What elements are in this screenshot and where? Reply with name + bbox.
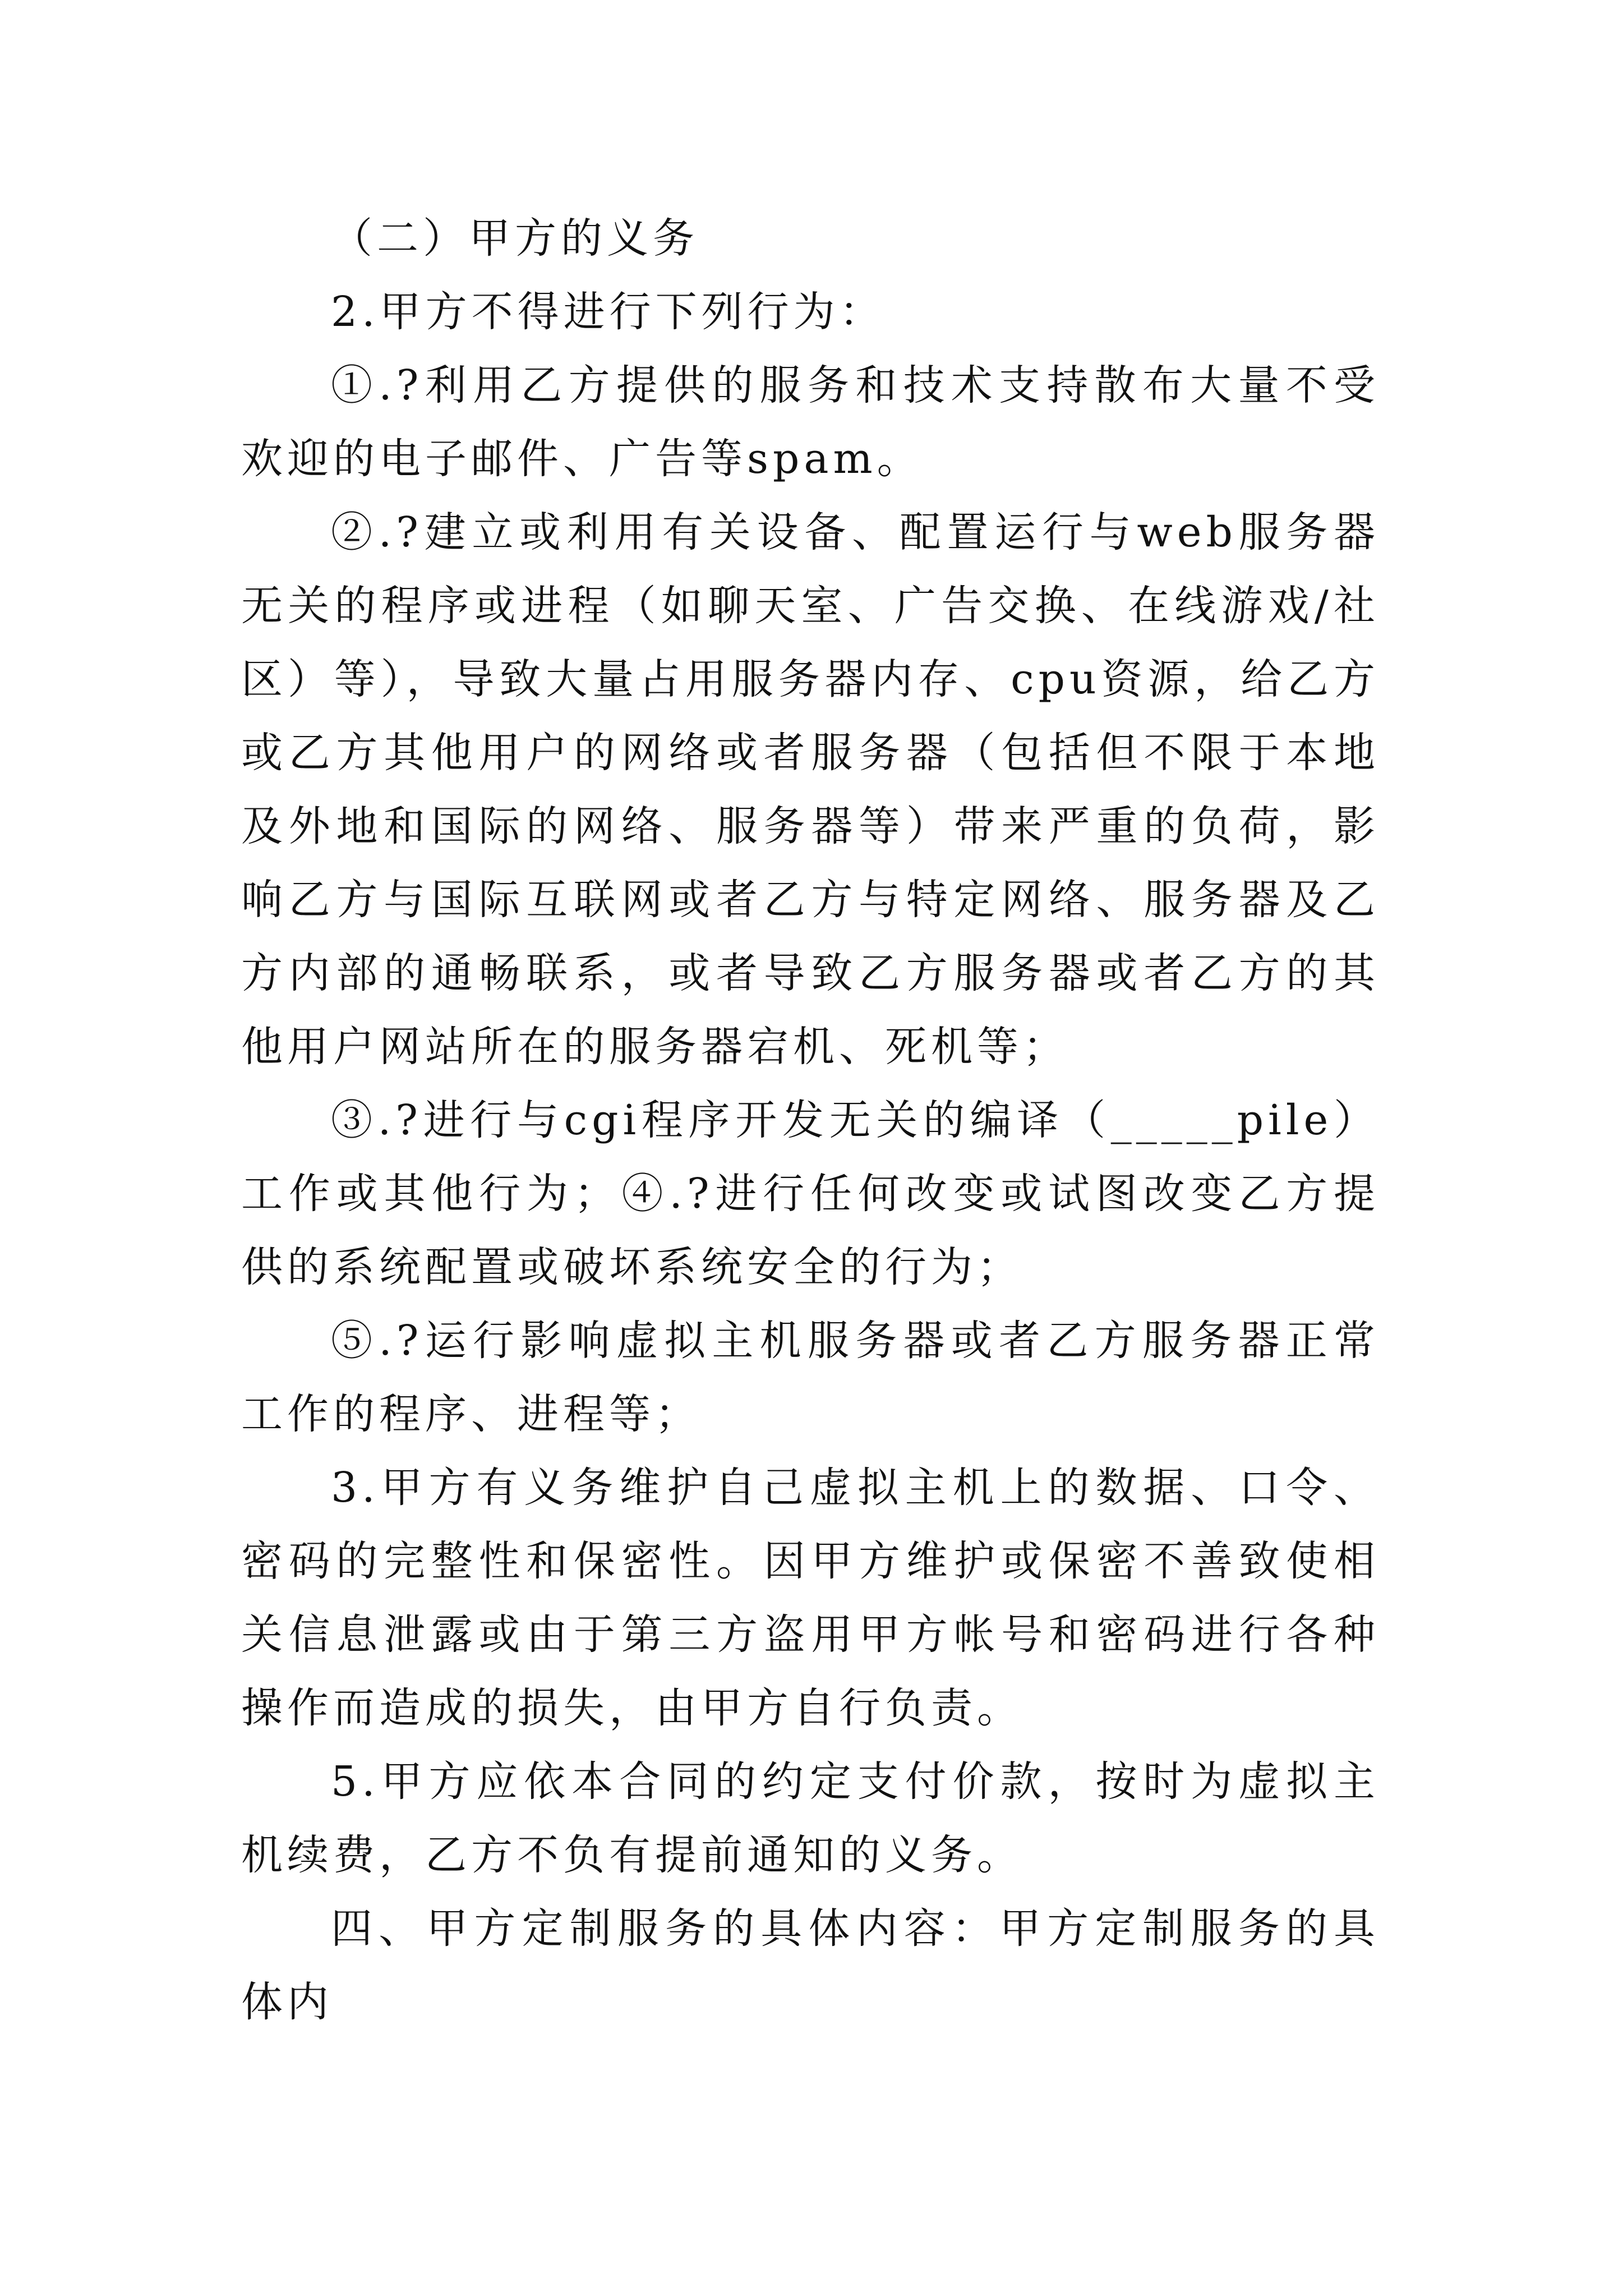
paragraph: ①.?利用乙方提供的服务和技术支持散布大量不受欢迎的电子邮件、广告等spam。 (241, 361, 1380, 483)
paragraph: ③.?进行与cgi程序开发无关的编译（_____pile）工作或其他行为；④.?进行任何改变或试图改变乙方提供的系统配置或破坏系统安全的行为； (241, 1096, 1380, 1291)
paragraph: 5.甲方应依本合同的约定支付价款，按时为虚拟主机续费，乙方不负有提前通知的义务。 (241, 1757, 1380, 1879)
paragraph: ⑤.?运行影响虚拟主机服务器或者乙方服务器正常工作的程序、进程等； (241, 1317, 1380, 1438)
document-body (241, 202, 1380, 2039)
paragraph: 四、甲方定制服务的具体内容：甲方定制服务的具体内 (241, 1904, 1380, 2026)
section-heading: （二）甲方的义务 (331, 214, 699, 263)
paragraph: 2.甲方不得进行下列行为： (331, 288, 886, 336)
paragraph: 3.甲方有义务维护自己虚拟主机上的数据、口令、密码的完整性和保密性。因甲方维护或保密不善致使相关信息泄露或由于第三方盗用甲方帐号和密码进行各种操作而造成的损失，由甲方自行负责。 (241, 1464, 1380, 1732)
paragraph: ②.?建立或利用有关设备、配置运行与web服务器无关的程序或进程（如聊天室、广告交换、在线游戏/社区）等），导致大量占用服务器内存、cpu资源，给乙方或乙方其他用户的网络或者服务器（包括但不限于本地及外地和国际的网络、服务器等）带来严重的负荷，影响乙方与国际互联网或者乙方与特定网络、服务器及乙方内部的通畅联系，或者导致乙方服务器或者乙方的其他用户网站所在的服务器宕机、死机等； (241, 508, 1380, 1071)
